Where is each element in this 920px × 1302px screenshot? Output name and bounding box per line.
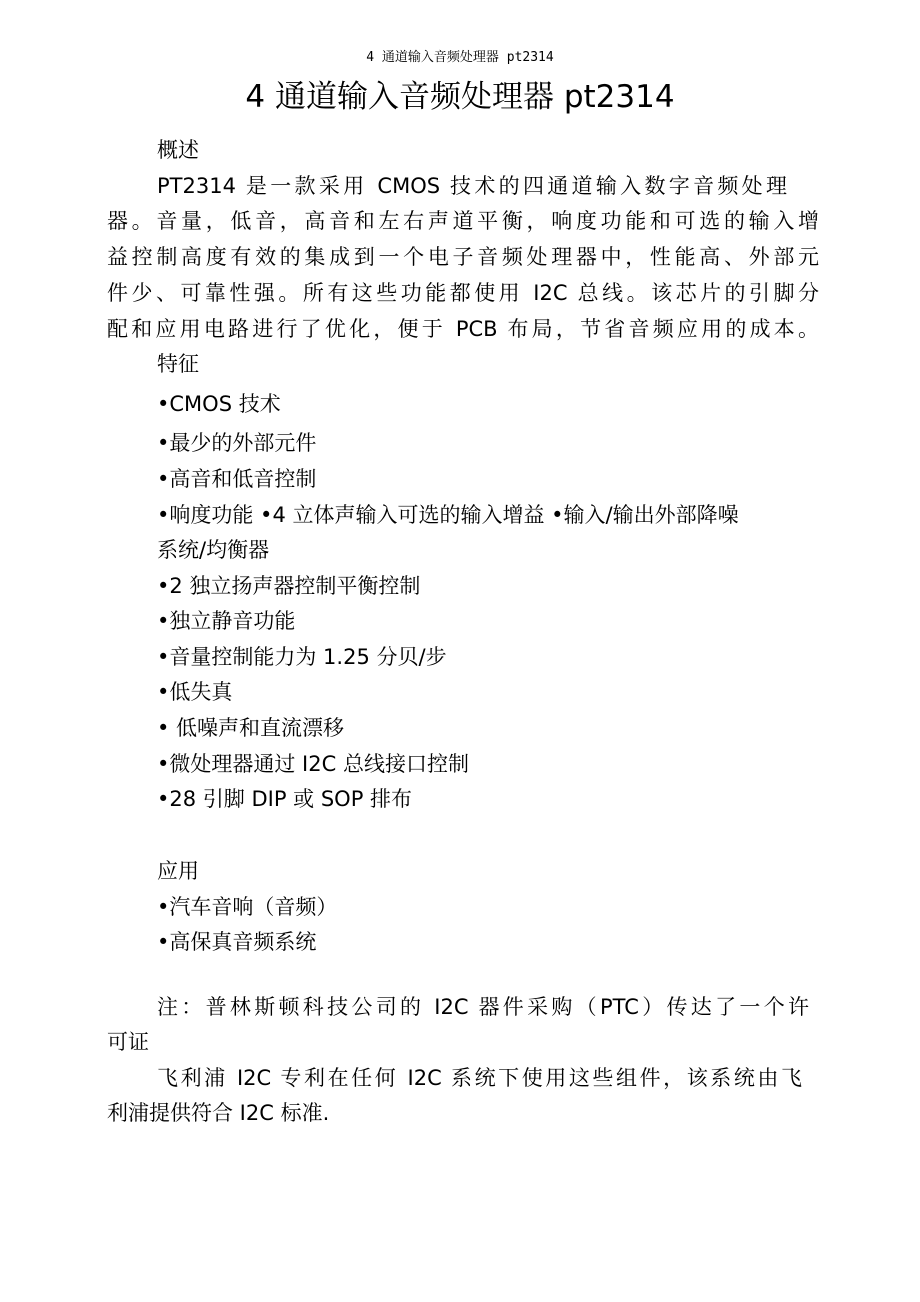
features-heading: 特征 [157,352,199,376]
overview-line-4: 件少、可靠性强。所有这些功能都使用 I2C 总线。该芯片的引脚分 [107,281,819,305]
overview-heading: 概述 [157,138,199,162]
feature-item: •最少的外部元件 [157,431,317,455]
running-header: 4 通道输入音频处理器 pt2314 [366,50,554,65]
overview-line-3: 益控制高度有效的集成到一个电子音频处理器中，性能高、外部元 [107,245,819,269]
overview-line-2: 器。音量，低音，高音和左右声道平衡，响度功能和可选的输入增 [107,209,819,233]
note-line-2: 可证 [107,1030,149,1054]
feature-item: • 低噪声和直流漂移 [157,716,345,740]
applications-heading: 应用 [157,859,199,883]
application-item: •高保真音频系统 [157,930,317,954]
overview-line-1: PT2314 是一款采用 CMOS 技术的四通道输入数字音频处理 [157,174,787,198]
note-line-1: 注：普林斯顿科技公司的 I2C 器件采购（PTC）传达了一个许 [157,995,809,1019]
feature-item: •独立静音功能 [157,609,296,633]
feature-item: •高音和低音控制 [157,467,317,491]
feature-item: •28 引脚 DIP 或 SOP 排布 [157,787,413,811]
feature-item: •低失真 [157,680,233,704]
note-line-3: 飞利浦 I2C 专利在任何 I2C 系统下使用这些组件，该系统由飞 [157,1066,802,1090]
application-item: •汽车音响（音频） [157,895,338,919]
note-line-4: 利浦提供符合 I2C 标准. [107,1101,330,1125]
feature-item: •响度功能 •4 立体声输入可选的输入增益 •输入/输出外部降噪 [157,503,739,527]
document-title: 4 通道输入音频处理器 pt2314 [245,79,675,115]
feature-item: •微处理器通过 I2C 总线接口控制 [157,752,469,776]
overview-line-5: 配和应用电路进行了优化，便于 PCB 布局，节省音频应用的成本。 [107,317,819,341]
feature-item: •2 独立扬声器控制平衡控制 [157,574,421,598]
feature-item: •音量控制能力为 1.25 分贝/步 [157,645,447,669]
feature-item-continued: 系统/均衡器 [157,538,270,562]
feature-item: •CMOS 技术 [157,392,281,416]
